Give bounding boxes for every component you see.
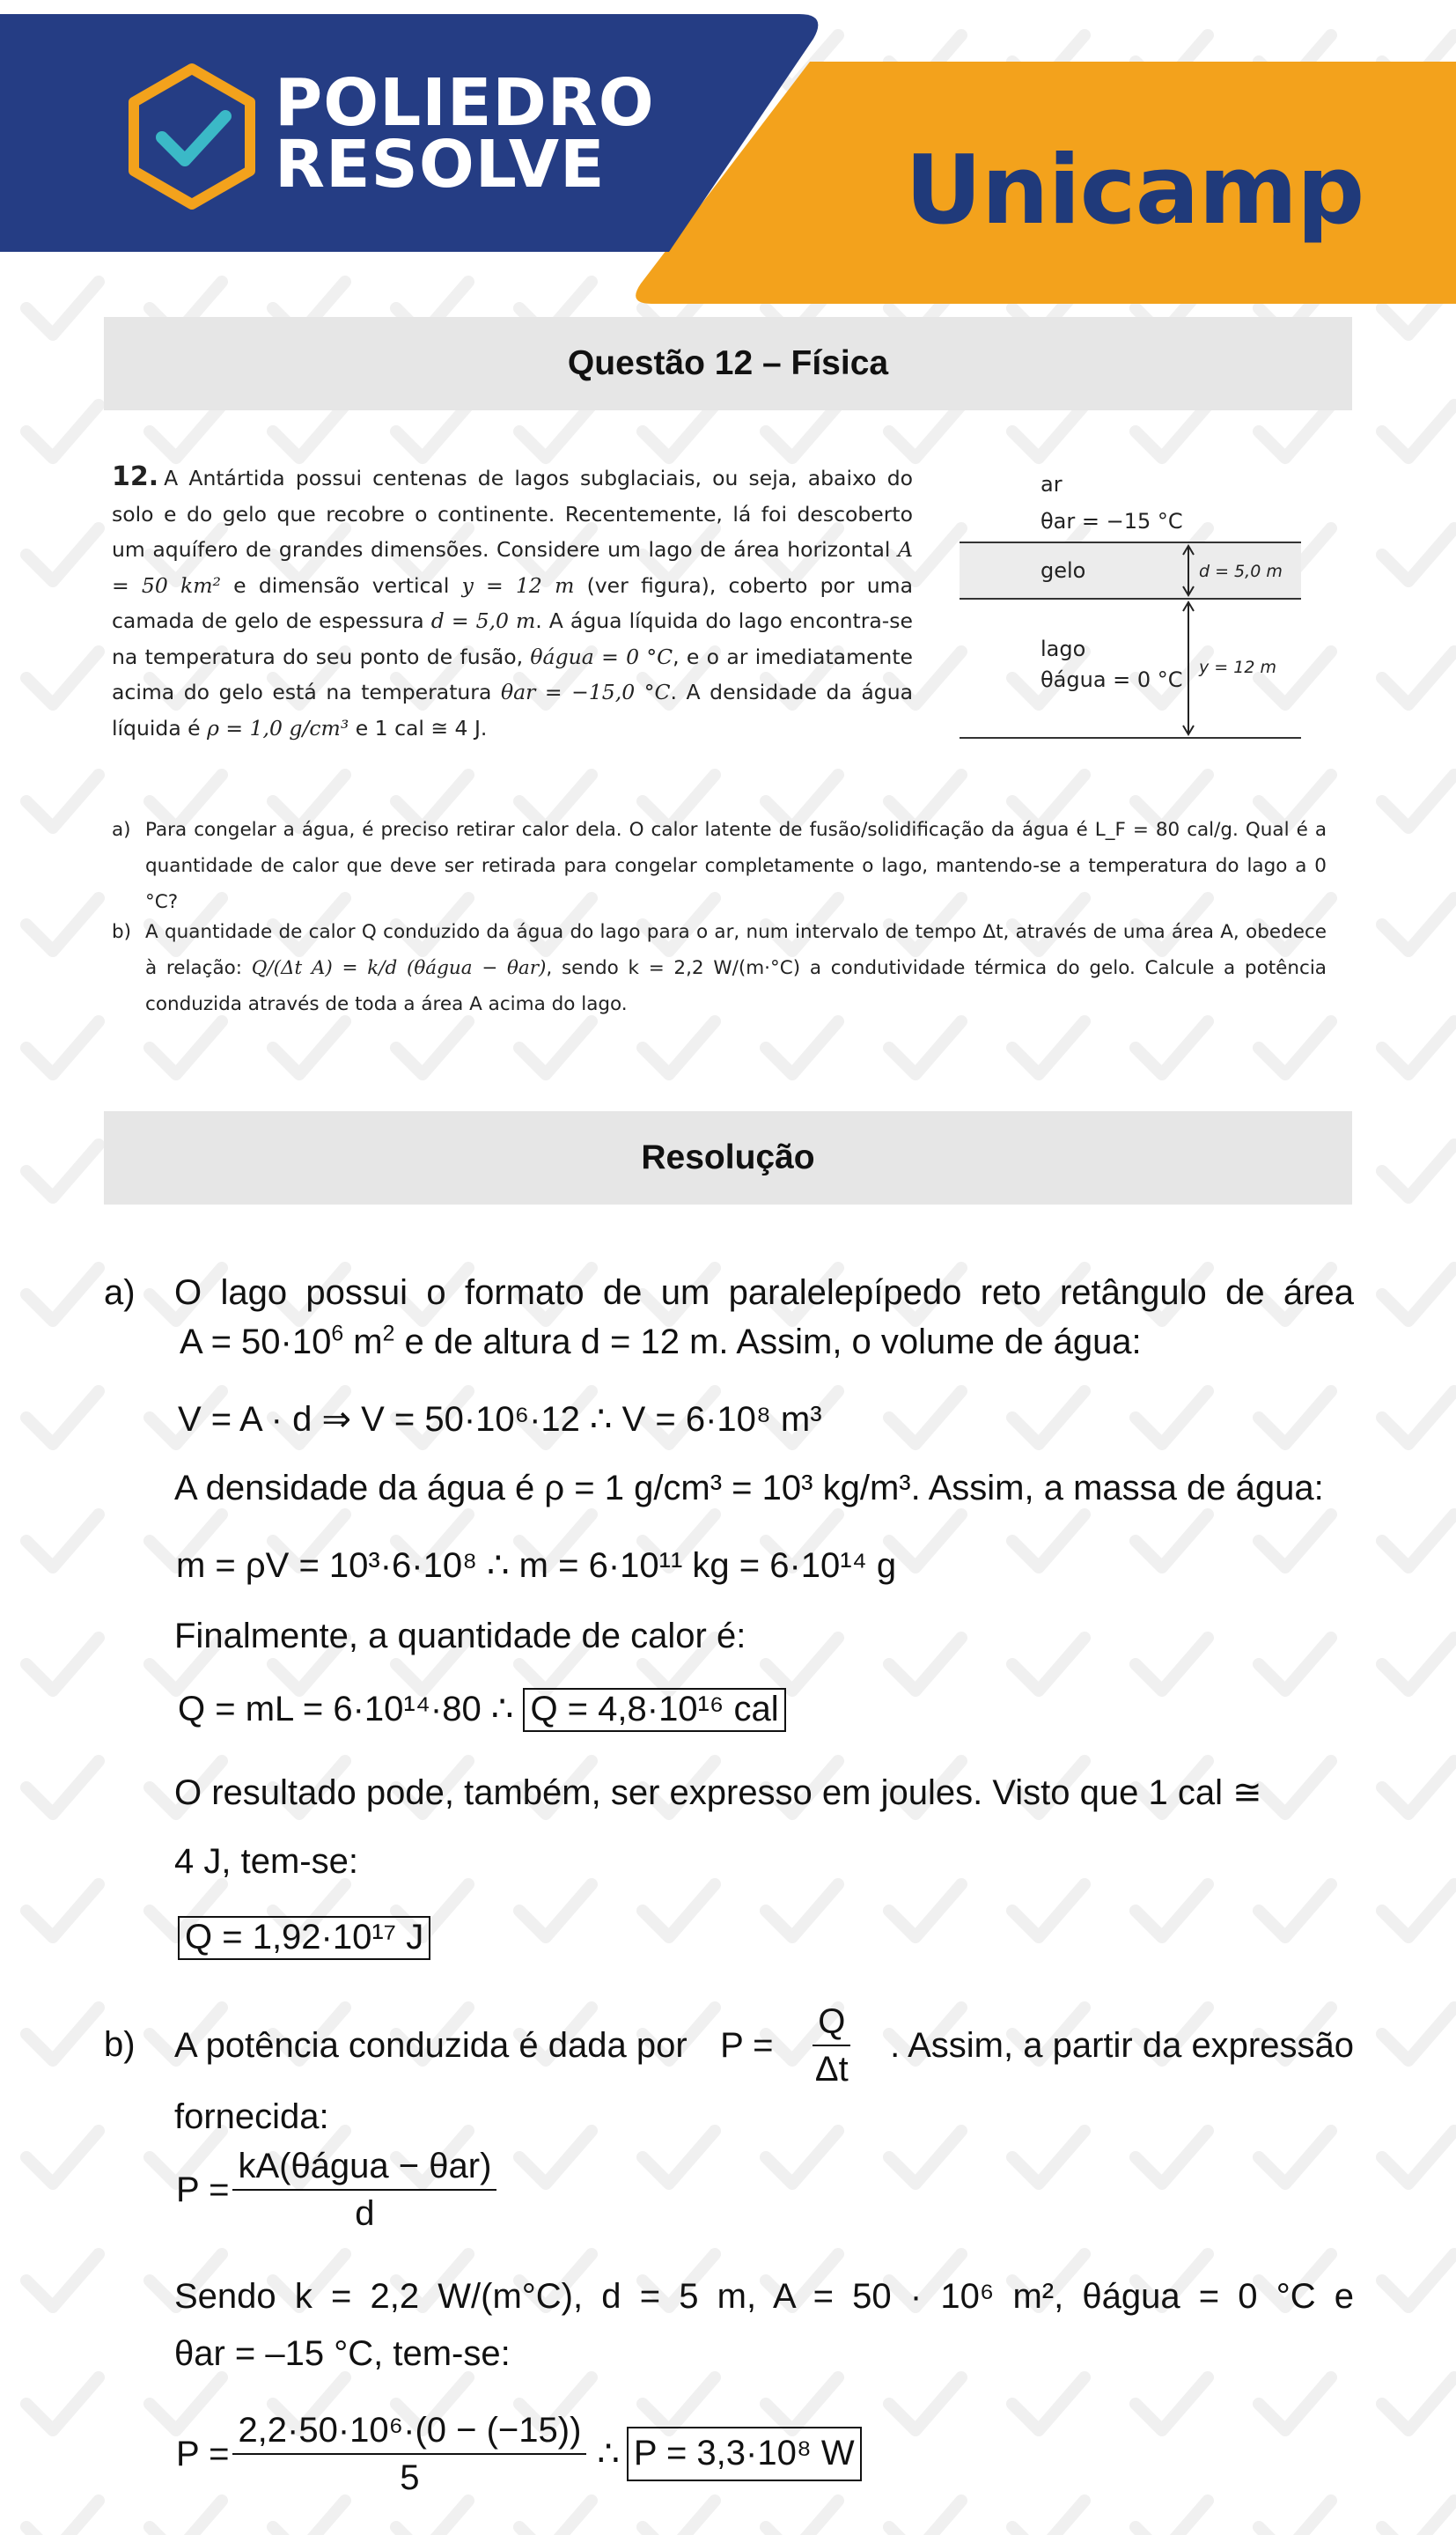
brand-name-line2: RESOLVE bbox=[275, 127, 606, 203]
equation-volume: V = A · d ⇒ V = 50·10⁶·12 ∴ V = 6·10⁸ m³ bbox=[178, 1400, 822, 1439]
question-title-bar: Questão 12 – Física bbox=[104, 317, 1352, 410]
resolution-a-label: a) bbox=[104, 1273, 136, 1312]
equation-heat: Q = mL = 6·10¹⁴·80 ∴ Q = 4,8·10¹⁶ cal bbox=[178, 1684, 786, 1734]
resolution-b-paragraph-2b: θar = –15 °C, tem-se: bbox=[174, 2334, 511, 2373]
lake-layers-figure bbox=[951, 467, 1408, 748]
item-b-formula: Q/(Δt A) = k/d (θágua − θar) bbox=[251, 957, 547, 979]
power-fraction: $\frac{Q}{\Delta t}$ bbox=[810, 2001, 854, 2090]
resolution-b-paragraph-1b: fornecida: bbox=[174, 2097, 329, 2136]
question-item-a bbox=[112, 812, 1327, 920]
item-b-label: b) bbox=[112, 921, 132, 943]
resolution-b-paragraph-1: A potência conduzida é dada por P = $\frac{Q}{\Delta t}$ . Assim, a partir da expressão bbox=[174, 2002, 1354, 2089]
figure-label-gelo: gelo bbox=[1041, 558, 1086, 583]
header bbox=[0, 0, 1456, 304]
item-a-label: a) bbox=[112, 819, 131, 841]
exam-title: Unicamp bbox=[905, 136, 1364, 246]
resolution-a-paragraph-4: O resultado pode, também, ser expresso em joules. Visto que 1 cal ≅ bbox=[174, 1773, 1262, 1812]
equation-mass: m = ρV = 10³·6·10⁸ ∴ m = 6·10¹¹ kg = 6·10¹⁴ g bbox=[176, 1546, 897, 1585]
question-statement: 12. A Antártida possui centenas de lagos subglaciais, ou seja, abaixo do solo e do gelo que recobre o continente. Recentemente, lá foi descoberto um aquífero de grandes dimensões. Considere um lago de área horizontal A = 50 km² e dimensão vertical y = 12 m (ver figura), coberto por uma camada de gelo de espessura d = 5,0 m. A água líquida do lago encontra-se na temperatura do seu ponto de fusão, θágua = 0 °C, e o ar imediatamente acima do gelo está na temperatura θar = −15,0 °C. A densidade da água líquida é ρ = 1,0 g/cm³ e 1 cal ≅ 4 J. bbox=[112, 461, 913, 741]
figure-label-lago: lago bbox=[1041, 637, 1086, 661]
figure-label-lago-dim: y = 12 m bbox=[1199, 658, 1276, 677]
figure-label-ar-temp: θar = −15 °C bbox=[1041, 509, 1183, 534]
resolution-b bbox=[104, 2001, 1354, 2090]
resolution-a-paragraph-1b: $A = 50\cdot 10^6$ $m^2$ e de altura d = 12 m. Assim, o volume de água: bbox=[180, 1322, 1142, 1361]
answer-a-box: Q = 4,8·10¹⁶ cal bbox=[523, 1688, 785, 1732]
equation-power-numeric: P = $\frac{\text{2,2·50·10⁶·(0 − (−15))}}{5}$ ∴ P = 3,3·10⁸ W bbox=[176, 2409, 862, 2499]
question-item-b bbox=[112, 914, 1327, 1022]
figure-label-gelo-dim: d = 5,0 m bbox=[1199, 562, 1283, 581]
resolution-title-bar: Resolução bbox=[104, 1111, 1352, 1205]
hexagon-check-icon bbox=[121, 62, 262, 211]
figure-label-lago-temp: θágua = 0 °C bbox=[1041, 667, 1183, 692]
item-b-text: A quantidade de calor Q conduzido da água do lago para o ar, num intervalo de tempo Δt, através de uma área A, obedece à relação: Q/(Δt A) = k/d (θágua − θar), sendo k = 2,2 W/(m·°C) a condutividade térmica do gelo. Calcule a potência conduzida através de toda a área A acima do lago. bbox=[145, 921, 1327, 1015]
answer-a-joules-box: Q = 1,92·10¹⁷ J bbox=[178, 1916, 430, 1960]
answer-b-box: P = 3,3·10⁸ W bbox=[627, 2427, 862, 2481]
resolution-b-label: b) bbox=[104, 2025, 136, 2064]
equation-heat-joules bbox=[178, 1912, 430, 1962]
figure-label-ar: ar bbox=[1041, 472, 1063, 497]
resolution-a-paragraph-4b: 4 J, tem-se: bbox=[174, 1842, 358, 1881]
power-general-fraction: $\frac{\text{kA(θágua − θar)}}{d}$ bbox=[232, 2145, 496, 2235]
resolution-a bbox=[104, 1268, 1354, 1367]
resolution-a-paragraph-3: Finalmente, a quantidade de calor é: bbox=[174, 1617, 746, 1655]
resolution-a-paragraph-1: O lago possui o formato de um paralelepípedo reto retângulo de área bbox=[174, 1273, 1354, 1312]
question-number: 12. bbox=[112, 461, 159, 492]
resolution-b-paragraph-2: Sendo k = 2,2 W/(m°C), d = 5 m, A = 50 · 10⁶ m², θágua = 0 °C e bbox=[174, 2277, 1354, 2316]
power-numeric-fraction: $\frac{\text{2,2·50·10⁶·(0 − (−15))}}{5}$ bbox=[232, 2409, 586, 2499]
item-a-text: Para congelar a água, é preciso retirar calor dela. O calor latente de fusão/solidificação da água é L_F = 80 cal/g. Qual é a quantidade de calor que deve ser retirada para congelar completamente o lago, mantendo-se a temperatura do lago a 0 °C? bbox=[145, 819, 1327, 913]
equation-power-general: P = $\frac{\text{kA(θágua − θar)}}{d}$ bbox=[176, 2145, 500, 2235]
brand-name-line1: POLIEDRO bbox=[275, 65, 655, 141]
resolution-a-paragraph-2: A densidade da água é ρ = 1 g/cm³ = 10³ kg/m³. Assim, a massa de água: bbox=[174, 1469, 1324, 1507]
